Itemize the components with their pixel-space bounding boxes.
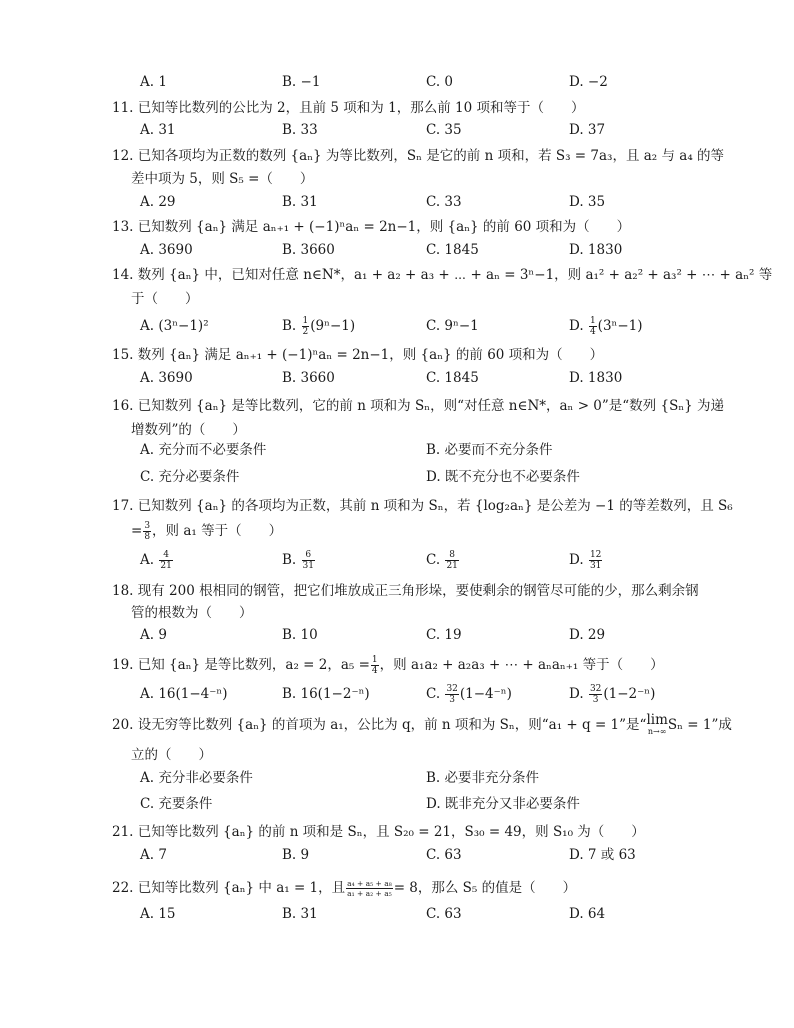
q11-option-a: A. 31 <box>140 122 176 138</box>
q10-option-c: C. 0 <box>426 74 454 90</box>
q11-stem-line <box>0 96 794 120</box>
q12-options-row <box>0 190 794 214</box>
q20-stem-cont: 立的（ ） <box>131 747 212 763</box>
q12-option-a: A. 29 <box>140 194 176 210</box>
q14-option-d: D. $\frac{1}{4}$ (3ⁿ−1) <box>569 316 643 337</box>
q20-options-row-2 <box>0 792 794 816</box>
q21-option-c: C. 63 <box>426 847 462 863</box>
q21-stem: 21. 已知等比数列 {aₙ} 的前 n 项和是 Sₙ，且 S₂₀ = 21，S₃₀ = 49，则 S₁₀ 为（ ） <box>112 824 645 840</box>
q17-stem-cont: = $\frac{3}{8}$ ，则 a₁ 等于（ ） <box>131 521 283 542</box>
q17-stem-cont-line <box>0 519 794 543</box>
q12-stem-cont: 差中项为 5，则 S₅ =（ ） <box>131 171 314 187</box>
q14-option-c: C. 9ⁿ−1 <box>426 318 479 334</box>
q14-option-a: A. (3ⁿ−1)² <box>140 318 209 334</box>
q12-option-d: D. 35 <box>569 194 606 210</box>
q11-stem: 11. 已知等比数列的公比为 2，且前 5 项和为 1，那么前 10 项和等于（ ） <box>112 100 585 116</box>
q17-stem-line <box>0 494 794 518</box>
q12-stem-cont-line <box>0 167 794 191</box>
q19-option-c: C. $\frac{32}{3}$ (1−4⁻ⁿ) <box>426 684 512 705</box>
q11-option-c: C. 35 <box>426 122 462 138</box>
q14-stem-cont: 于（ ） <box>131 291 199 307</box>
q20-option-b: B. 必要非充分条件 <box>426 770 540 786</box>
q17-stem: 17. 已知数列 {aₙ} 的各项均为正数，其前 n 项和为 Sₙ，若 {log₂aₙ} 是公差为 −1 的等差数列，且 S₆ <box>112 498 733 514</box>
q11-option-b: B. 33 <box>282 122 318 138</box>
q13-stem-line <box>0 215 794 239</box>
q15-option-a: A. 3690 <box>140 370 193 386</box>
q17-option-b: B. $\frac{6}{31}$ <box>282 550 314 571</box>
q11-option-d: D. 37 <box>569 122 606 138</box>
q17-option-a: A. $\frac{4}{21}$ <box>140 550 172 571</box>
q20-limit: lim n→∞ <box>646 711 668 736</box>
q10-options-row <box>0 70 794 94</box>
q21-stem-line <box>0 820 794 844</box>
q16-stem: 16. 已知数列 {aₙ} 是等比数列，它的前 n 项和为 Sₙ，则“对任意 n∈N*，aₙ > 0”是“数列 {Sₙ} 为递 <box>112 398 725 414</box>
q22-options-row <box>0 902 794 926</box>
q22-ratio-fraction: $\frac{\text{a₄ + a₅ + a₈}}{\text{a₁ + a₂ + a₅}}$ <box>347 879 392 898</box>
q15-options-row <box>0 366 794 390</box>
q16-option-d: D. 既不充分也不必要条件 <box>426 469 580 485</box>
q13-options-row <box>0 238 794 262</box>
q21-options-row <box>0 843 794 867</box>
q14-option-d-fraction: $\frac{1}{4}$ <box>589 316 596 337</box>
q19-stem: 19. 已知 {aₙ} 是等比数列，a₂ = 2，a₅ = $\frac{1}{4}$ ，则 a₁a₂ + a₂a₃ + ⋯ + aₙaₙ₊₁ 等于（ ） <box>112 655 664 676</box>
q18-options-row <box>0 623 794 647</box>
q16-stem-cont: 增数列”的（ ） <box>131 422 246 438</box>
q10-option-b: B. −1 <box>282 74 321 90</box>
q20-options-row-1 <box>0 766 794 790</box>
q21-option-d: D. 7 或 63 <box>569 847 636 863</box>
q15-stem-line <box>0 343 794 367</box>
q18-stem-cont-line <box>0 601 794 625</box>
q22-stem-line <box>0 876 794 900</box>
q18-option-d: D. 29 <box>569 627 606 643</box>
q13-option-c: C. 1845 <box>426 242 479 258</box>
q22-option-d: D. 64 <box>569 906 606 922</box>
q17-options-row <box>0 548 794 572</box>
q16-options-row-2 <box>0 465 794 489</box>
q20-stem-cont-line <box>0 743 794 767</box>
q12-option-b: B. 31 <box>282 194 318 210</box>
q13-option-d: D. 1830 <box>569 242 623 258</box>
q16-option-b: B. 必要而不充分条件 <box>426 442 553 458</box>
q15-option-d: D. 1830 <box>569 370 623 386</box>
q18-stem-line <box>0 579 794 603</box>
q19-a5-fraction: $\frac{1}{4}$ <box>371 655 378 676</box>
q22-stem: 22. 已知等比数列 {aₙ} 中 a₁ = 1，且 $\frac{\text{a₄ + a₅ + a₈}}{\text{a₁ + a₂ + a₅}}$ = 8，那么 S₅ 的值是（ ） <box>112 879 577 898</box>
q17-s6-fraction: $\frac{3}{8}$ <box>144 521 151 542</box>
q14-stem: 14. 数列 {aₙ} 中，已知对任意 n∈N*，a₁ + a₂ + a₃ + ⋯ + aₙ = 3ⁿ−1，则 a₁² + a₂² + a₃² + ⋯ + aₙ² 等 <box>112 267 773 283</box>
q17-option-c: C. $\frac{8}{21}$ <box>426 550 458 571</box>
q16-option-c: C. 充分必要条件 <box>140 469 240 485</box>
q22-option-b: B. 31 <box>282 906 318 922</box>
q20-stem-line <box>0 713 794 737</box>
q12-stem: 12. 已知各项均为正数的数列 {aₙ} 为等比数列，Sₙ 是它的前 n 项和，若 S₃ = 7a₃，且 a₂ 与 a₄ 的等 <box>112 148 725 164</box>
q17-option-d: D. $\frac{12}{31}$ <box>569 550 602 571</box>
q21-option-b: B. 9 <box>282 847 310 863</box>
q11-options-row <box>0 118 794 142</box>
q22-option-a: A. 15 <box>140 906 176 922</box>
q14-options-row <box>0 314 794 338</box>
q22-option-c: C. 63 <box>426 906 462 922</box>
q19-options-row <box>0 682 794 706</box>
q16-stem-line <box>0 394 794 418</box>
q15-option-b: B. 3660 <box>282 370 335 386</box>
q18-option-a: A. 9 <box>140 627 167 643</box>
q16-options-row-1 <box>0 438 794 462</box>
q13-option-a: A. 3690 <box>140 242 193 258</box>
q14-option-b: B. $\frac{1}{2}$ (9ⁿ−1) <box>282 316 356 337</box>
q12-option-c: C. 33 <box>426 194 462 210</box>
q13-stem: 13. 已知数列 {aₙ} 满足 aₙ₊₁ + (−1)ⁿaₙ = 2n−1，则 {aₙ} 的前 60 项和为（ ） <box>112 219 631 235</box>
q20-stem: 20. 设无穷等比数列 {aₙ} 的首项为 a₁，公比为 q，前 n 项和为 Sₙ，则“a₁ + q = 1”是“lim n→∞ Sₙ = 1”成 <box>112 711 732 736</box>
q19-option-a: A. 16(1−4⁻ⁿ) <box>140 686 228 702</box>
q20-option-a: A. 充分非必要条件 <box>140 770 253 786</box>
q20-option-d: D. 既非充分又非必要条件 <box>426 796 580 812</box>
q21-option-a: A. 7 <box>140 847 167 863</box>
q13-option-b: B. 3660 <box>282 242 335 258</box>
q20-option-c: C. 充要条件 <box>140 796 213 812</box>
q12-stem-line <box>0 144 794 168</box>
q10-option-d: D. −2 <box>569 74 608 90</box>
q18-stem: 18. 现有 200 根相同的钢管，把它们堆放成正三角形垛，要使剩余的钢管尽可能的少，那么剩余钢 <box>112 583 699 599</box>
q18-option-b: B. 10 <box>282 627 318 643</box>
q15-option-c: C. 1845 <box>426 370 479 386</box>
q14-option-b-fraction: $\frac{1}{2}$ <box>302 316 309 337</box>
q14-stem-line <box>0 263 794 287</box>
q14-stem-cont-line <box>0 287 794 311</box>
q16-option-a: A. 充分而不必要条件 <box>140 442 267 458</box>
q19-option-b: B. 16(1−2⁻ⁿ) <box>282 686 370 702</box>
q15-stem: 15. 数列 {aₙ} 满足 aₙ₊₁ + (−1)ⁿaₙ = 2n−1，则 {aₙ} 的前 60 项和为（ ） <box>112 347 604 363</box>
q18-stem-cont: 管的根数为（ ） <box>131 605 253 621</box>
q19-option-d: D. $\frac{32}{3}$ (1−2⁻ⁿ) <box>569 684 656 705</box>
q18-option-c: C. 19 <box>426 627 462 643</box>
q19-stem-line <box>0 653 794 677</box>
q10-option-a: A. 1 <box>140 74 167 90</box>
